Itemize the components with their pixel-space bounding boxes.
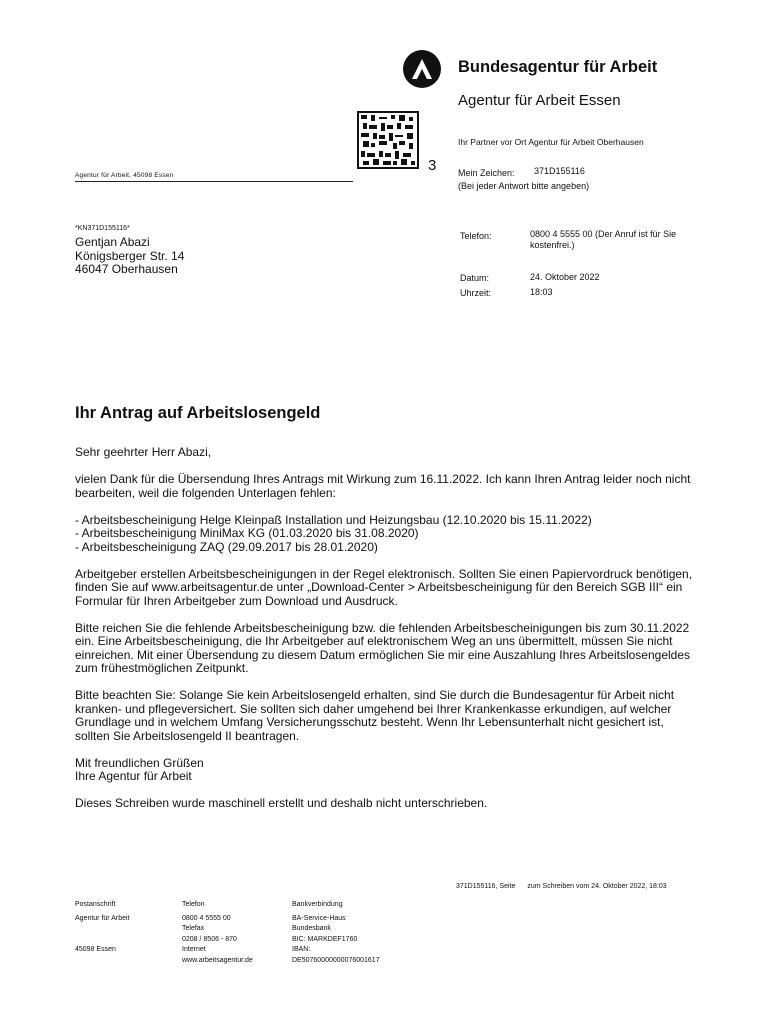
uhrzeit-label: Uhrzeit:: [460, 288, 492, 298]
closing-greeting: Mit freundlichen Grüßen: [75, 755, 204, 770]
recipient-kn: *KN371D155116*: [75, 225, 130, 232]
footer-bank: [292, 900, 380, 966]
footer-iban-value: DE50760000000076001617: [292, 956, 380, 964]
recipient-city: 46047 Oberhausen: [75, 262, 178, 276]
footer-postanschrift-line2: 45098 Essen: [75, 946, 116, 953]
letter-body: [75, 446, 700, 824]
ba-logo-icon: [403, 50, 441, 88]
footer-bic: BIC: MARKDEF1760: [292, 935, 358, 943]
telefon-label: Telefon:: [460, 231, 492, 241]
footer-telefax-label: Telefax: [182, 925, 205, 932]
footer-bank-label: Bankverbindung: [292, 901, 343, 908]
datum-label: Datum:: [460, 273, 490, 283]
list-item: - Arbeitsbescheinigung MiniMax KG (01.03.2020 bis 31.08.2020): [75, 526, 419, 540]
mein-zeichen-note: (Bei jeder Antwort bitte angeben): [458, 181, 590, 191]
footer-telefon-value: 0800 4 5555 00: [182, 914, 231, 922]
mein-zeichen-value: 371D155116: [534, 166, 585, 176]
recipient-address: [75, 236, 184, 277]
page-reference: [456, 883, 667, 890]
footer-internet-label: Internet: [182, 946, 206, 953]
paragraph-download: Arbeitgeber erstellen Arbeitsbescheinigungen in der Regel elektronisch. Sollten Sie einen Papiervordruck benötigen, finden Sie auf www.arbeitsagentur.de unter „Download-Center > Arbeitsbescheinigung für den Bereich SGB III“ ein Formular für Ihren Arbeitgeber zum Download und Ausdruck.: [75, 566, 693, 608]
paragraph-deadline: Bitte reichen Sie die fehlende Arbeitsbescheinigung bzw. die fehlenden Arbeitsbescheinigungen bis zum 30.11.2022 ein. Eine Arbeitsbescheinigung, die Ihr Arbeitgeber auf elektronischem Weg an uns übermittelt, müssen Sie nicht einreichen. Mit einer Übersendung zu diesem Datum ermöglichen Sie mir eine Auszahlung Ihres Arbeitslosengeldes zum frühestmöglichen Zeitpunkt.: [75, 620, 690, 675]
closing-signature: Ihre Agentur für Arbeit: [75, 769, 192, 783]
agency-name: Agentur für Arbeit Essen: [458, 92, 621, 109]
qr-number: 3: [428, 157, 437, 174]
paragraph-insurance: Bitte beachten Sie: Solange Sie kein Arbeitslosengeld erhalten, sind Sie durch die Bundesagentur für Arbeit nicht kranken- und pflegeversichert. Sie sollten sich daher umgehend bei Ihrer Krankenkasse erkundigen, auf welcher Grundlage und in welchem Umfang Versicherungsschutz besteht. Wenn Ihr Lebensunterhalt nicht gesichert ist, sollten Sie Arbeitslosengeld II beantragen.: [75, 688, 675, 743]
footer-telefon: [182, 900, 253, 966]
salutation: Sehr geehrter Herr Abazi,: [75, 445, 212, 459]
mein-zeichen-label: Mein Zeichen:: [458, 168, 515, 178]
telefon-value: 0800 4 5555 00 (Der Anruf ist für Sie kostenfrei.): [530, 229, 677, 250]
footer-telefon-label: Telefon: [182, 901, 205, 908]
footer-bank-line2: Bundesbank: [292, 925, 331, 932]
recipient-name: Gentjan Abazi: [75, 235, 150, 249]
uhrzeit-value: 18:03: [530, 287, 553, 297]
datamatrix-code: [357, 111, 419, 169]
page-ref-right: zum Schreiben vom 24. Oktober 2022, 18:03: [527, 883, 667, 890]
footer-bank-line1: BA-Service-Haus: [292, 914, 346, 922]
footer-postanschrift-line1: Agentur für Arbeit: [75, 914, 130, 922]
organization-name: Bundesagentur für Arbeit: [458, 58, 658, 76]
missing-documents-list: [75, 514, 700, 555]
paragraph-intro: vielen Dank für die Übersendung Ihres Antrags mit Wirkung zum 16.11.2022. Ich kann Ihren Antrag leider noch nicht bearbeiten, weil die folgenden Unterlagen fehlen:: [75, 472, 691, 500]
footer-postanschrift-label: Postanschrift: [75, 901, 116, 908]
list-item: - Arbeitsbescheinigung ZAQ (29.09.2017 bis 28.01.2020): [75, 539, 378, 554]
footer-postanschrift: [75, 900, 129, 956]
footer-internet-value: www.arbeitsagentur.de: [182, 956, 253, 964]
datum-value: 24. Oktober 2022: [530, 272, 600, 282]
page-ref-left: 371D155116, Seite: [456, 883, 516, 890]
list-item: - Arbeitsbescheinigung Helge Kleinpaß Installation und Heizungsbau (12.10.2020 bis 15.11.2022): [75, 512, 592, 527]
partner-line: Ihr Partner vor Ort Agentur für Arbeit Oberhausen: [458, 137, 644, 147]
sender-line: Agentur für Arbeit, 45098 Essen: [75, 172, 353, 182]
machine-note: Dieses Schreiben wurde maschinell erstellt und deshalb nicht unterschrieben.: [75, 796, 488, 810]
footer-telefax-value: 0208 / 8506 - 870: [182, 935, 237, 943]
letter-subject: Ihr Antrag auf Arbeitslosengeld: [75, 404, 321, 422]
footer-iban-label: IBAN:: [292, 946, 311, 953]
recipient-street: Königsberger Str. 14: [75, 248, 185, 263]
closing: [75, 757, 700, 784]
